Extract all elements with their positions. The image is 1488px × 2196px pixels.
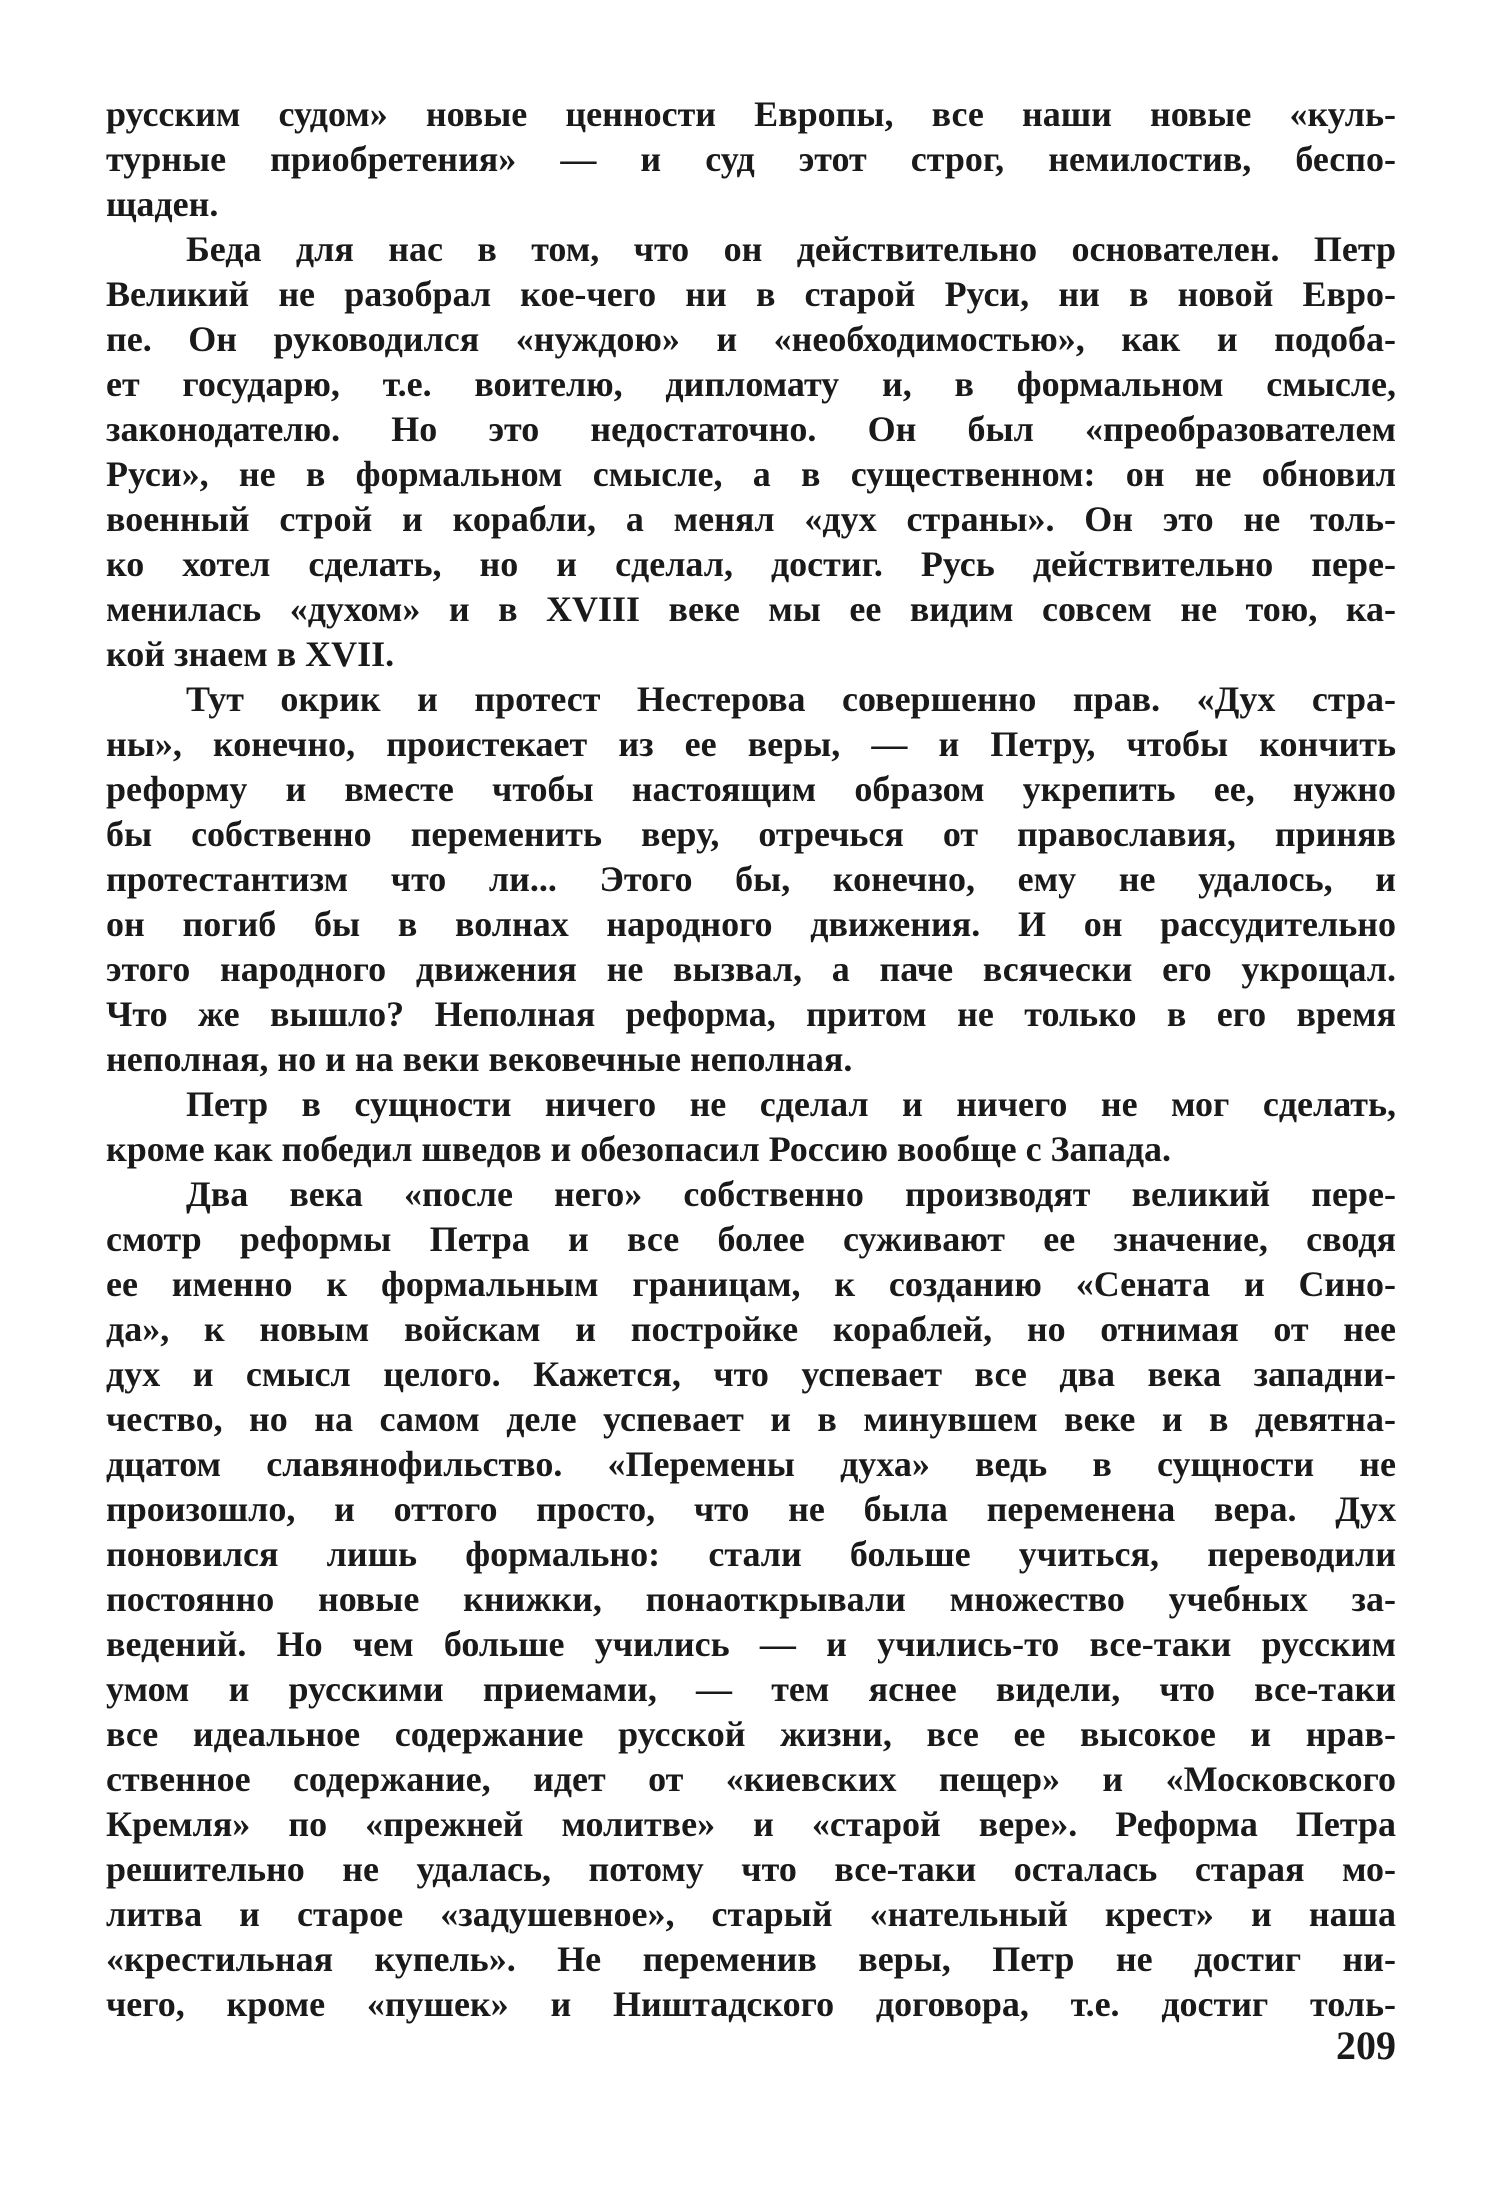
text-line: Два века «после него» собственно производят великий пере-	[186, 1174, 1396, 1214]
text-line: умом и русскими приемами, — тем яснее видели, что все-таки	[106, 1669, 1396, 1709]
text-line: щаден.	[106, 184, 219, 224]
text-line: постоянно новые книжки, понаоткрывали множество учебных за-	[106, 1579, 1396, 1619]
page-body	[106, 92, 1396, 2027]
text-line: менилась «духом» и в XVIII веке мы ее видим совсем не тою, ка-	[106, 589, 1396, 629]
text-line: Что же вышло? Неполная реформа, притом не только в его время	[106, 994, 1396, 1034]
text-line: законодателю. Но это недостаточно. Он был «преобразователем	[106, 409, 1396, 449]
page-number: 209	[1336, 2023, 1396, 2068]
text-line: «крестильная купель». Не переменив веры, Петр не достиг ни-	[106, 1939, 1396, 1979]
text-line: кроме как победил шведов и обезопасил Россию вообще с Запада.	[106, 1129, 1172, 1169]
text-line: чего, кроме «пушек» и Ништадского договора, т.е. достиг толь-	[106, 1984, 1396, 2024]
text-line: решительно не удалась, потому что все-таки осталась старая мо-	[106, 1849, 1396, 1889]
text-line: ет государю, т.е. воителю, дипломату и, в формальном смысле,	[106, 364, 1396, 404]
text-line: Тут окрик и протест Нестерова совершенно прав. «Дух стра-	[186, 679, 1396, 719]
text-line: Беда для нас в том, что он действительно основателен. Петр	[186, 229, 1396, 269]
text-line: ственное содержание, идет от «киевских пещер» и «Московского	[106, 1759, 1396, 1799]
text-line: чество, но на самом деле успевает и в минувшем веке и в девятна-	[106, 1399, 1396, 1439]
text-line: ведений. Но чем больше учились — и учились-то все-таки русским	[106, 1624, 1396, 1664]
text-line: литва и старое «задушевное», старый «нательный крест» и наша	[106, 1894, 1396, 1934]
text-line: кой знаем в XVII.	[106, 634, 395, 674]
text-line: протестантизм что ли... Этого бы, конечно, ему не удалось, и	[106, 859, 1396, 899]
text-line: ко хотел сделать, но и сделал, достиг. Русь действительно пере-	[106, 544, 1396, 584]
text-line: дух и смысл целого. Кажется, что успевает все два века западни-	[106, 1354, 1396, 1394]
text-line: Петр в сущности ничего не сделал и ничего не мог сделать,	[186, 1084, 1396, 1124]
text-line: реформу и вместе чтобы настоящим образом укрепить ее, нужно	[106, 769, 1396, 809]
text-line: военный строй и корабли, а менял «дух страны». Он это не толь-	[106, 499, 1396, 539]
text-line: произошло, и оттого просто, что не была переменена вера. Дух	[106, 1489, 1396, 1529]
text-line: Руси», не в формальном смысле, а в существенном: он не обновил	[106, 454, 1396, 494]
text-line: поновился лишь формально: стали больше учиться, переводили	[106, 1534, 1396, 1574]
text-line: ее именно к формальным границам, к созданию «Сената и Сино-	[106, 1264, 1396, 1304]
text-line: дцатом славянофильство. «Перемены духа» ведь в сущности не	[106, 1444, 1396, 1484]
text-line: смотр реформы Петра и все более суживают ее значение, сводя	[106, 1219, 1396, 1259]
text-line: этого народного движения не вызвал, а паче всячески его укрощал.	[106, 949, 1396, 989]
text-line: пе. Он руководился «нуждою» и «необходимостью», как и подоба-	[106, 319, 1396, 359]
text-line: да», к новым войскам и постройке кораблей, но отнимая от нее	[106, 1309, 1396, 1349]
text-line: Кремля» по «прежней молитве» и «старой вере». Реформа Петра	[106, 1804, 1396, 1844]
text-line: неполная, но и на веки вековечные неполная.	[106, 1039, 853, 1079]
text-line: бы собственно переменить веру, отречься от православия, приняв	[106, 814, 1396, 854]
text-line: ны», конечно, проистекает из ее веры, — и Петру, чтобы кончить	[106, 724, 1396, 764]
text-line: русским судом» новые ценности Европы, все наши новые «куль-	[106, 94, 1396, 134]
text-line: все идеальное содержание русской жизни, все ее высокое и нрав-	[106, 1714, 1396, 1754]
text-line: он погиб бы в волнах народного движения. И он рассудительно	[106, 904, 1396, 944]
text-line: Великий не разобрал кое-чего ни в старой Руси, ни в новой Евро-	[106, 274, 1396, 314]
text-line: турные приобретения» — и суд этот строг, немилостив, беспо-	[106, 139, 1396, 179]
